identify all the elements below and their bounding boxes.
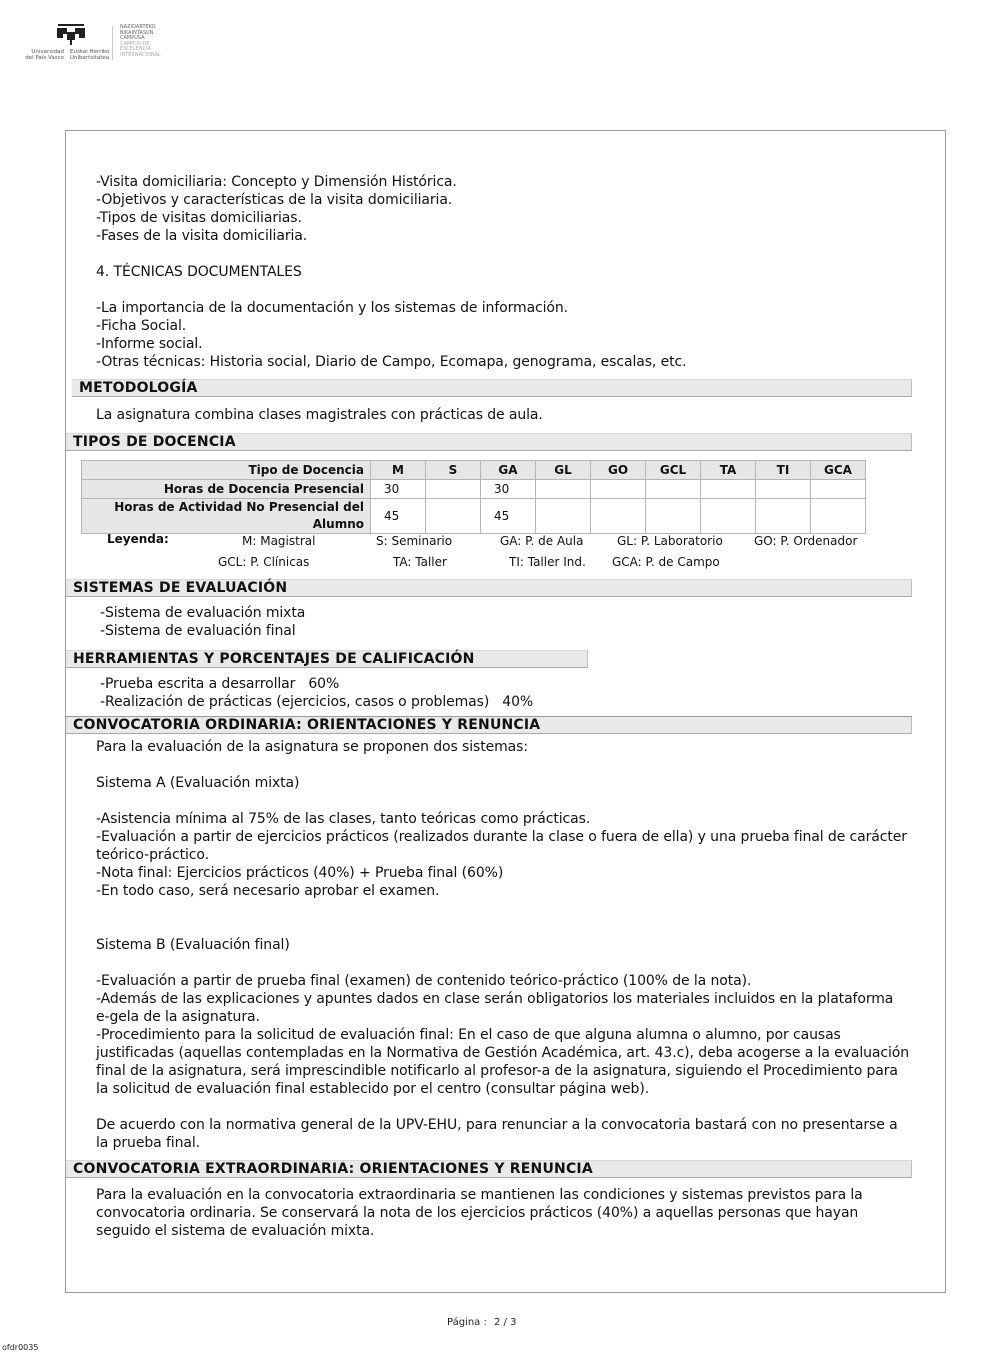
subsection-title: 4. TÉCNICAS DOCUMENTALES (96, 264, 302, 280)
upv-ehu-emblem-icon (54, 24, 88, 46)
legend-item: GA: P. de Aula (500, 534, 584, 548)
table-cell (536, 499, 591, 534)
table-row (82, 499, 866, 534)
table-cell (591, 480, 646, 499)
metodologia-text: La asignatura combina clases magistrales con prácticas de aula. (96, 407, 543, 423)
table-cell: 45 (371, 499, 426, 534)
extraordinaria-text: Para la evaluación en la convocatoria extraordinaria se mantienen las condiciones y sistemas previstos para la convocatoria ordinaria. Se conservará la nota de los ejercicios prácticos (40%) a aquellas personas que hayan seguido el sistema de evaluación mixta. (96, 1187, 863, 1239)
logo-divider (112, 26, 113, 60)
legend-label: Leyenda: (107, 532, 169, 546)
ordinaria-intro: Para la evaluación de la asignatura se proponen dos sistemas: (96, 739, 528, 755)
list-item: -Objetivos y características de la visita domiciliaria. (96, 192, 453, 208)
table-cell (646, 480, 701, 499)
list-item: -Tipos de visitas domiciliarias. (96, 210, 302, 226)
legend-item: GCA: P. de Campo (612, 555, 720, 569)
page-label: Página : (447, 1317, 487, 1328)
column-header: TI (756, 461, 811, 480)
column-header: GL (536, 461, 591, 480)
list-item: -Informe social. (96, 336, 203, 352)
table-cell (591, 499, 646, 534)
list-item: -Asistencia mínima al 75% de las clases, tanto teóricas como prácticas. (96, 811, 591, 827)
column-header: GA (481, 461, 536, 480)
table-row (82, 480, 866, 499)
column-header: GO (591, 461, 646, 480)
legend-item: GL: P. Laboratorio (617, 534, 723, 548)
table-cell (426, 480, 481, 499)
logo-text-es: Universidad del País Vasco (25, 49, 64, 61)
column-header: M (371, 461, 426, 480)
table-cell (701, 499, 756, 534)
list-item: -Nota final: Ejercicios prácticos (40%) + Prueba final (60%) (96, 865, 504, 881)
section-header-herramientas: HERRAMIENTAS Y PORCENTAJES DE CALIFICACIÓN (66, 650, 588, 668)
section-header-tipos-docencia: TIPOS DE DOCENCIA (66, 433, 912, 451)
renuncia-text: De acuerdo con la normativa general de la UPV-EHU, para renunciar a la convocatoria bastará con no presentarse a la prueba final. (96, 1117, 898, 1151)
table-cell: 45 (481, 499, 536, 534)
sistema-b-title: Sistema B (Evaluación final) (96, 937, 290, 953)
university-logo (14, 22, 161, 64)
list-item: -Sistema de evaluación mixta (100, 605, 306, 621)
table-cell (756, 480, 811, 499)
section-header-metodologia: METODOLOGÍA (72, 379, 912, 397)
table-cell: 30 (481, 480, 536, 499)
legend-item: TA: Taller (393, 555, 447, 569)
row-header: Horas de Actividad No Presencial del Alumno (82, 499, 371, 534)
list-item: -Sistema de evaluación final (100, 623, 296, 639)
table-cell (811, 499, 866, 534)
list-item: -En todo caso, será necesario aprobar el examen. (96, 883, 440, 899)
section-header-convocatoria-extraordinaria: CONVOCATORIA EXTRAORDINARIA: ORIENTACIONES Y RENUNCIA (66, 1160, 912, 1178)
table-row (82, 461, 866, 480)
section-header-sistemas-evaluacion: SISTEMAS DE EVALUACIÓN (66, 579, 912, 597)
row-header: Tipo de Docencia (82, 461, 371, 480)
column-header: TA (701, 461, 756, 480)
list-item: -Otras técnicas: Historia social, Diario de Campo, Ecomapa, genograma, escalas, etc. (96, 354, 687, 370)
sistema-a-title: Sistema A (Evaluación mixta) (96, 775, 300, 791)
column-header: GCA (811, 461, 866, 480)
list-item: -La importancia de la documentación y los sistemas de información. (96, 300, 569, 316)
table-cell (701, 480, 756, 499)
list-item: -Además de las explicaciones y apuntes dados en clase serán obligatorios los materiales incluidos en la plataforma e-gela de la asignatura. (96, 991, 894, 1025)
logo-text-eu: Euskal Herriko Unibertsitatea (70, 49, 110, 61)
document-code: ofdr0035 (2, 1343, 39, 1352)
section-header-convocatoria-ordinaria: CONVOCATORIA ORDINARIA: ORIENTACIONES Y RENUNCIA (66, 716, 912, 734)
tipos-docencia-table (81, 460, 866, 534)
table-cell (646, 499, 701, 534)
table-cell (536, 480, 591, 499)
list-item: -Ficha Social. (96, 318, 187, 334)
list-item: -Visita domiciliaria: Concepto y Dimensión Histórica. (96, 174, 457, 190)
legend-item: S: Seminario (376, 534, 453, 548)
row-header: Horas de Docencia Presencial (82, 480, 371, 499)
list-item: -Realización de prácticas (ejercicios, casos o problemas) 40% (100, 694, 534, 710)
legend-item: TI: Taller Ind. (509, 555, 586, 569)
list-item: -Evaluación a partir de ejercicios prácticos (realizados durante la clase o fuera de ella) y una prueba final de carácter teórico-práctico. (96, 829, 907, 863)
legend-item: GO: P. Ordenador (754, 534, 858, 548)
legend-item: GCL: P. Clínicas (218, 555, 310, 569)
campus-excelencia-text: NAZIOARTEKO BIKAINTASUN CAMPUSA CAMPUS DE EXCELENCIA INTERNACIONAL (120, 24, 161, 58)
column-header: GCL (646, 461, 701, 480)
column-header: S (426, 461, 481, 480)
list-item: -Fases de la visita domiciliaria. (96, 228, 308, 244)
table-cell (426, 499, 481, 534)
list-item: -Evaluación a partir de prueba final (examen) de contenido teórico-práctico (100% de la nota). (96, 973, 752, 989)
table-cell: 30 (371, 480, 426, 499)
table-cell (756, 499, 811, 534)
legend-item: M: Magistral (242, 534, 316, 548)
list-item: -Procedimiento para la solicitud de evaluación final: En el caso de que alguna alumna o alumno, por causas justificadas (aquellas contempladas en la Normativa de Gestión Académica, art. 43.c), deba acogerse a la evaluación final de la asignatura, será imprescindible notificarlo al profesor-a de la asignatura, siguiendo el Procedimiento para la solicitud de evaluación final establecido por el centro (consultar página web). (96, 1027, 910, 1097)
page-number: 2 / 3 (494, 1317, 517, 1328)
table-cell (811, 480, 866, 499)
list-item: -Prueba escrita a desarrollar 60% (100, 676, 340, 692)
